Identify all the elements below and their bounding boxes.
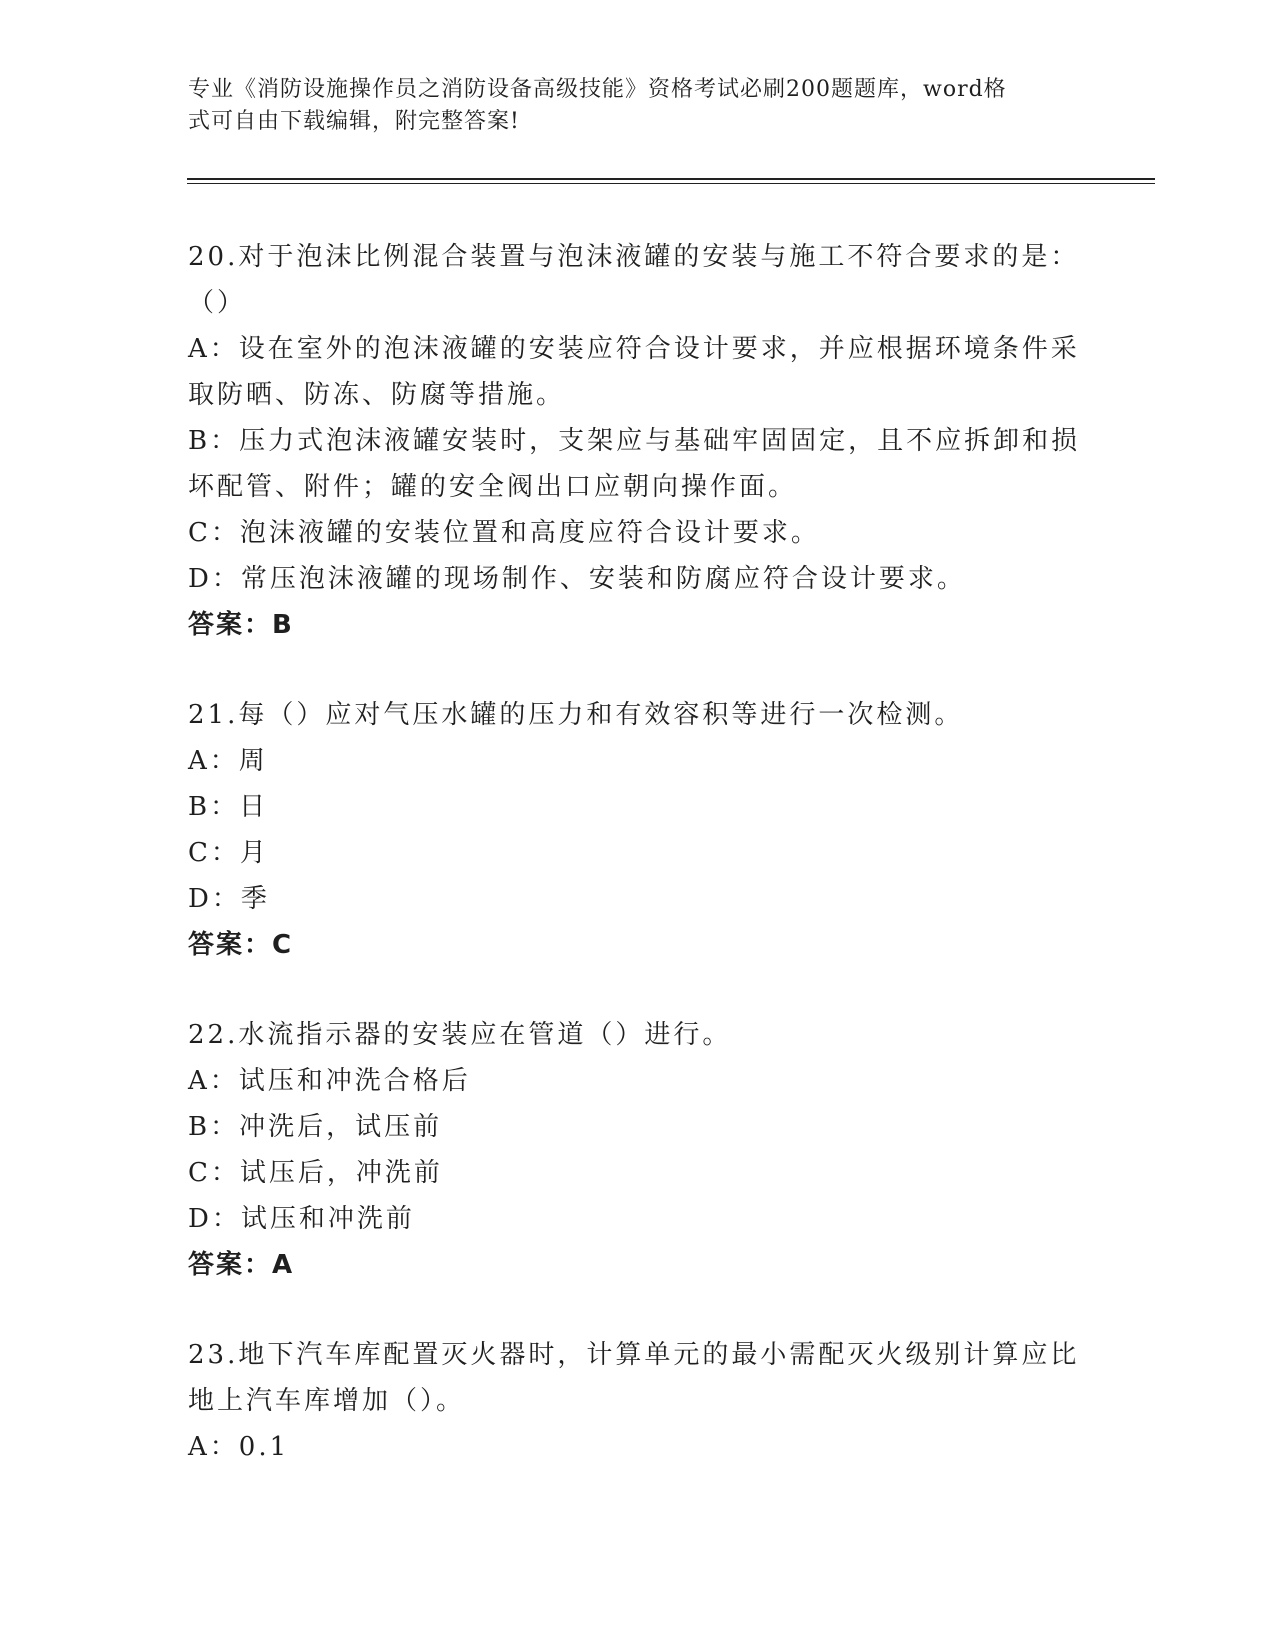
question-stem-line: 地上汽车库增加（）。: [188, 1386, 466, 1416]
question-spacer: [188, 648, 1078, 692]
option-d-line: D：试压和冲洗前: [188, 1204, 415, 1234]
option-a-line: A：试压和冲洗合格后: [188, 1066, 471, 1096]
option-b-line: 坏配管、附件；罐的安全阀出口应朝向操作面。: [188, 472, 798, 502]
question-23: [188, 1332, 1078, 1470]
document-header: [188, 74, 1088, 138]
question-stem-line: 21.每（）应对气压水罐的压力和有效容积等进行一次检测。: [188, 700, 964, 730]
option-d-line: D：常压泡沫液罐的现场制作、安装和防腐应符合设计要求。: [188, 564, 966, 594]
option-a-line: A：0.1: [188, 1432, 290, 1462]
option-c-line: C：试压后，冲洗前: [188, 1158, 443, 1188]
question-stem-line: （）: [188, 288, 247, 318]
option-d-line: D：季: [188, 884, 270, 914]
option-a-line: 取防晒、防冻、防腐等措施。: [188, 380, 566, 410]
question-21: [188, 692, 1078, 968]
answer-label: 答案：A: [188, 1250, 295, 1280]
header-line-1: 专业《消防设施操作员之消防设备高级技能》资格考试必刷200题题库，word格: [188, 77, 1007, 102]
header-line-2: 式可自由下载编辑，附完整答案!: [188, 109, 520, 134]
answer-label: 答案：C: [188, 930, 294, 960]
question-list: [188, 234, 1081, 1470]
header-divider-thin: [187, 183, 1155, 184]
header-divider-thick: [187, 178, 1155, 180]
question-20: [188, 234, 1081, 648]
question-spacer: [188, 968, 1078, 1012]
option-a-line: A：设在室外的泡沫液罐的安装应符合设计要求，并应根据环境条件采: [188, 334, 1080, 364]
option-c-line: C：泡沫液罐的安装位置和高度应符合设计要求。: [188, 518, 820, 548]
question-stem-line: 22.水流指示器的安装应在管道（）进行。: [188, 1020, 732, 1050]
question-stem-line: 20.对于泡沫比例混合装置与泡沫液罐的安装与施工不符合要求的是：: [188, 242, 1080, 272]
answer-label: 答案：B: [188, 610, 294, 640]
option-c-line: C：月: [188, 838, 269, 868]
option-a-line: A：周: [188, 746, 268, 776]
option-b-line: B：压力式泡沫液罐安装时，支架应与基础牢固固定，且不应拆卸和损: [188, 426, 1081, 456]
question-22: [188, 1012, 1078, 1288]
question-stem-line: 23.地下汽车库配置灭火器时，计算单元的最小需配灭火级别计算应比: [188, 1340, 1080, 1370]
option-b-line: B：日: [188, 792, 269, 822]
option-b-line: B：冲洗后，试压前: [188, 1112, 443, 1142]
question-spacer: [188, 1288, 1078, 1332]
